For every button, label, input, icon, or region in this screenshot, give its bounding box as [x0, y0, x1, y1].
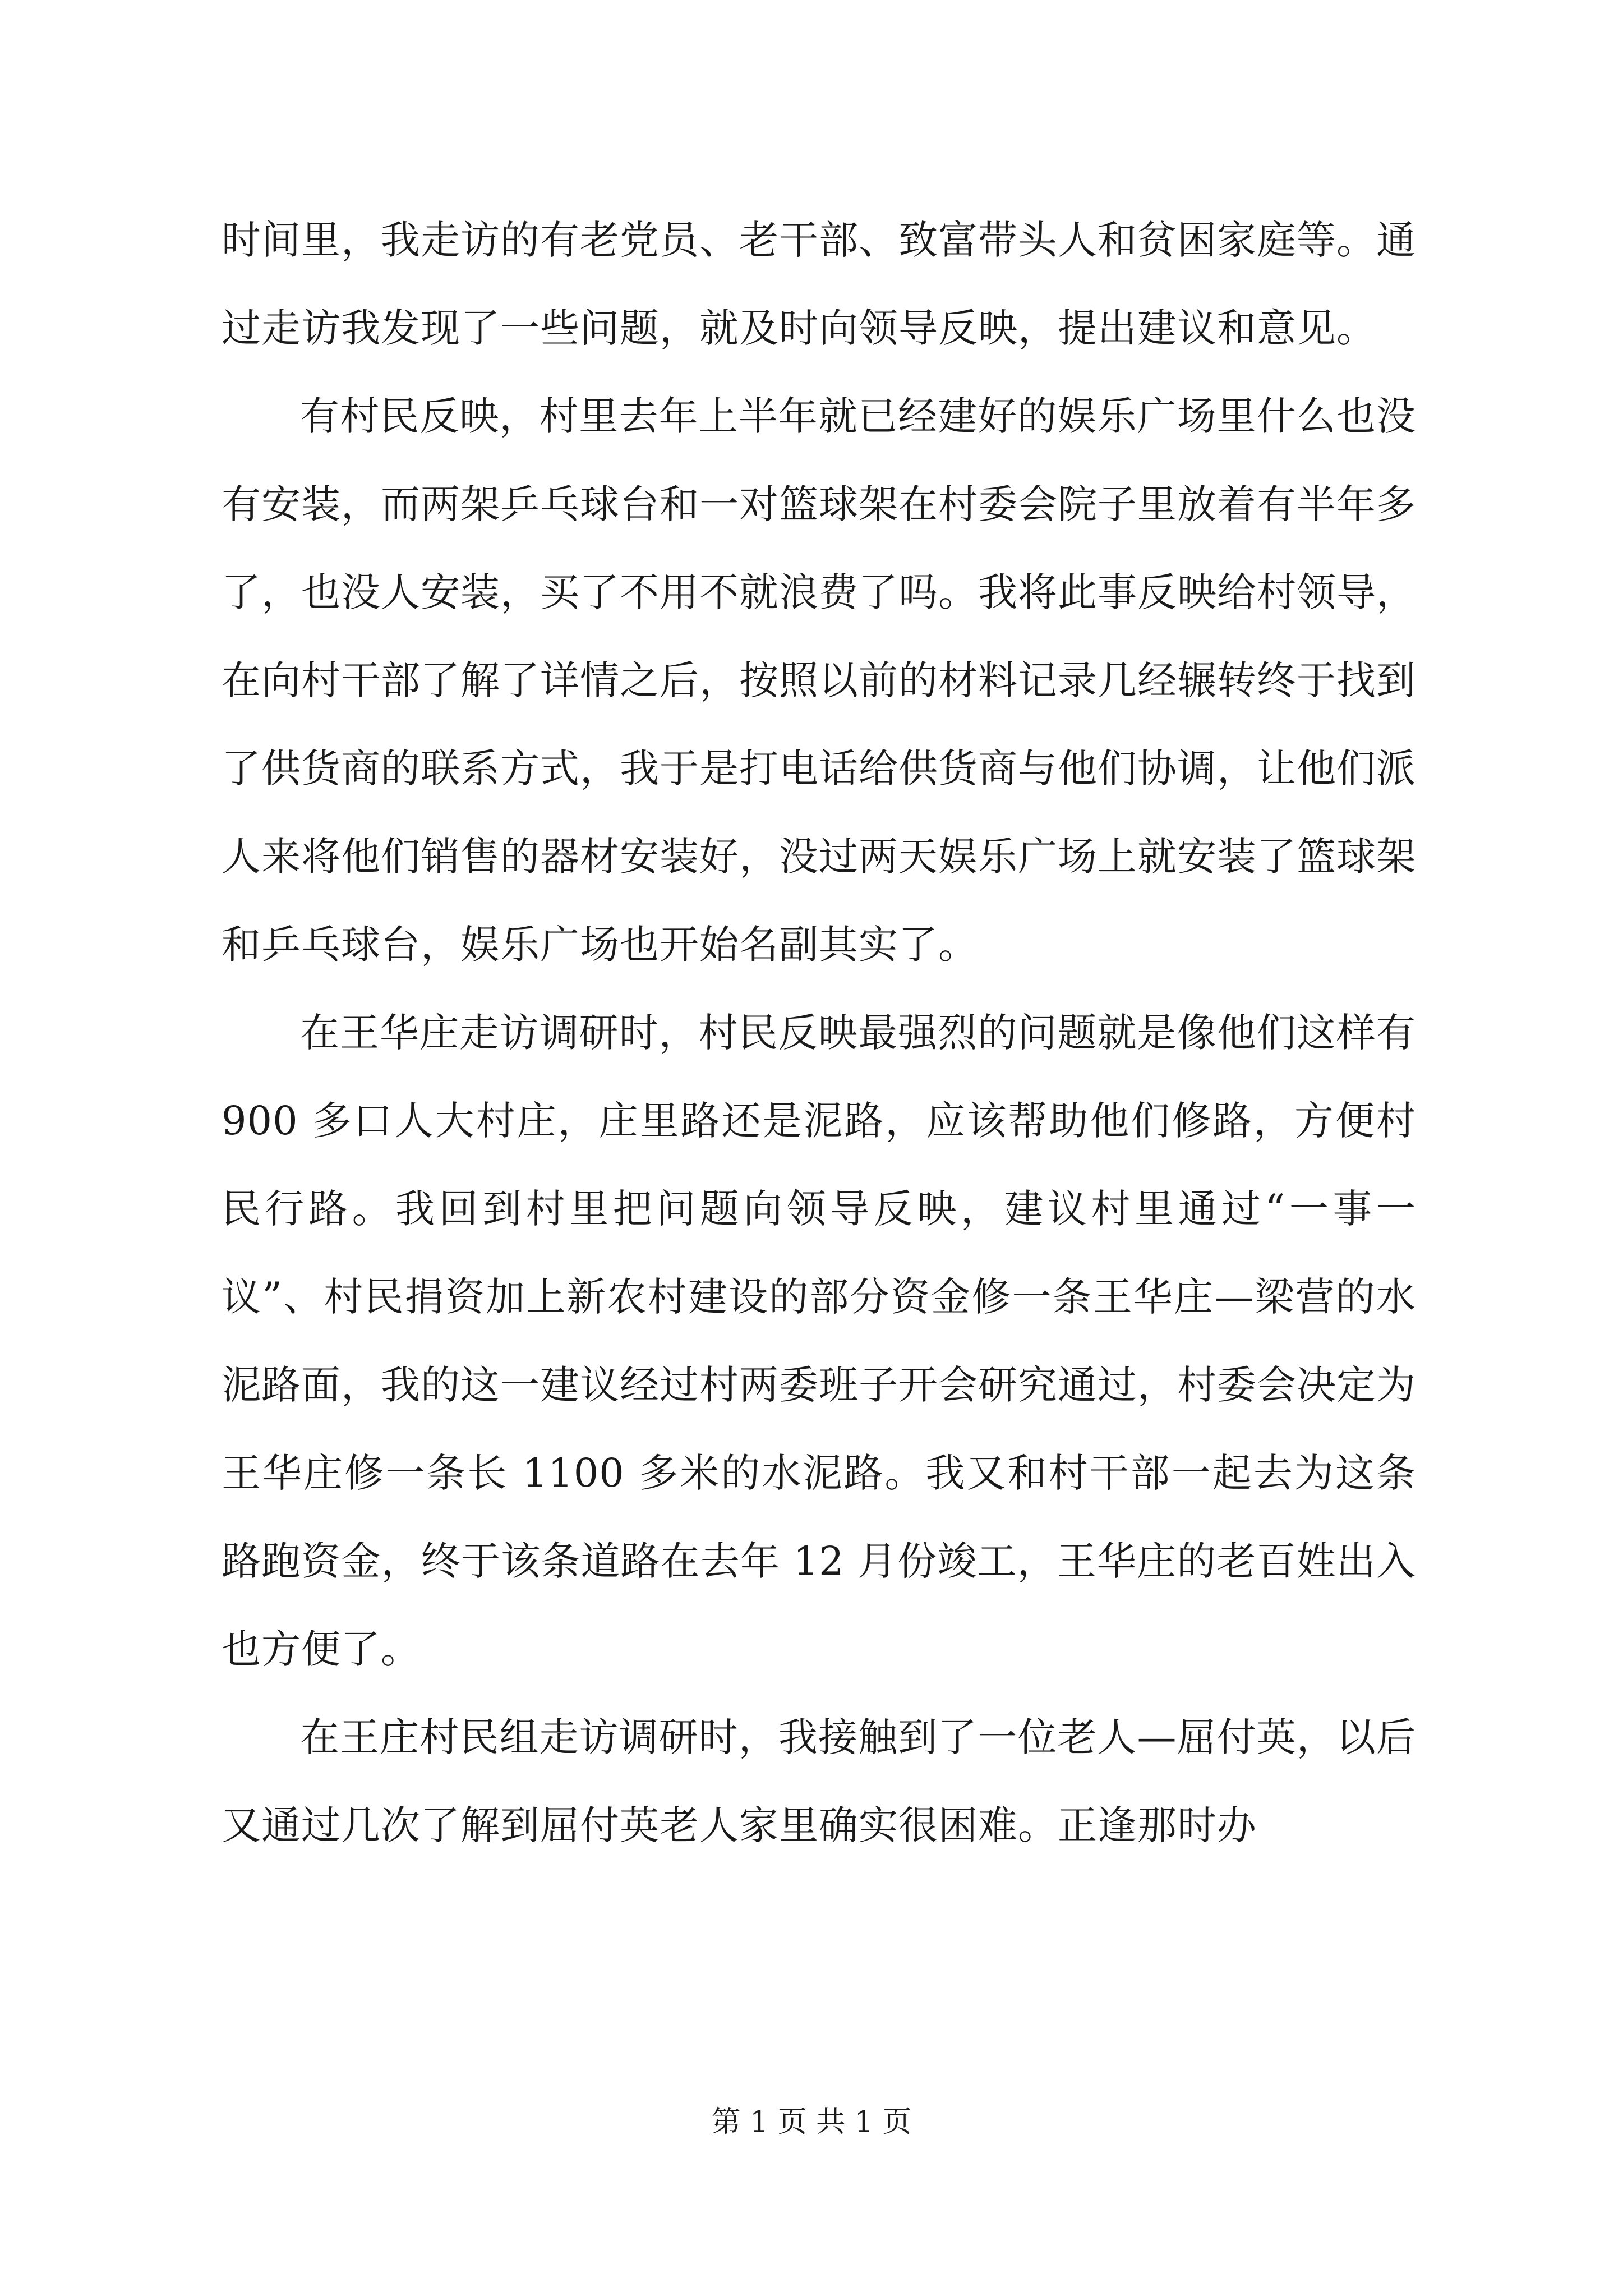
document-body — [222, 196, 1416, 1870]
paragraph-1: 时间里，我走访的有老党员、老干部、致富带头人和贫困家庭等。通过走访我发现了一些问题，就及时向领导反映，提出建议和意见。 — [222, 217, 1416, 351]
page-footer — [0, 2098, 1623, 2140]
paragraph-2: 有村民反映，村里去年上半年就已经建好的娱乐广场里什么也没有安装，而两架乒乓球台和一对篮球架在村委会院子里放着有半年多了，也没人安装，买了不用不就浪费了吗。我将此事反映给村领导，在向村干部了解了详情之后，按照以前的材料记录几经辗转终于找到了供货商的联系方式，我于是打电话给供货商与他们协调，让他们派人来将他们销售的器材安装好，没过两天娱乐广场上就安装了篮球架和乒乓球台，娱乐广场也开始名副其实了。 — [222, 393, 1416, 968]
page-number-label: 第 1 页 共 1 页 — [711, 2105, 912, 2139]
paragraph-4: 在王庄村民组走访调研时，我接触到了一位老人—屈付英，以后又通过几次了解到屈付英老人家里确实很困难。正逢那时办 — [222, 1714, 1416, 1848]
paragraph-3: 在王华庄走访调研时，村民反映最强烈的问题就是像他们这样有 900 多口人大村庄，庄里路还是泥路，应该帮助他们修路，方便村民行路。我回到村里把问题向领导反映，建议村里通过“一事一议”、村民捐资加上新农村建设的部分资金修一条王华庄—梁营的水泥路面，我的这一建议经过村两委班子开会研究通过，村委会决定为王华庄修一条长 1100 多米的水泥路。我又和村干部一起去为这条路跑资金，终于该条道路在去年 12 月份竣工，王华庄的老百姓出入也方便了。 — [222, 1010, 1416, 1672]
